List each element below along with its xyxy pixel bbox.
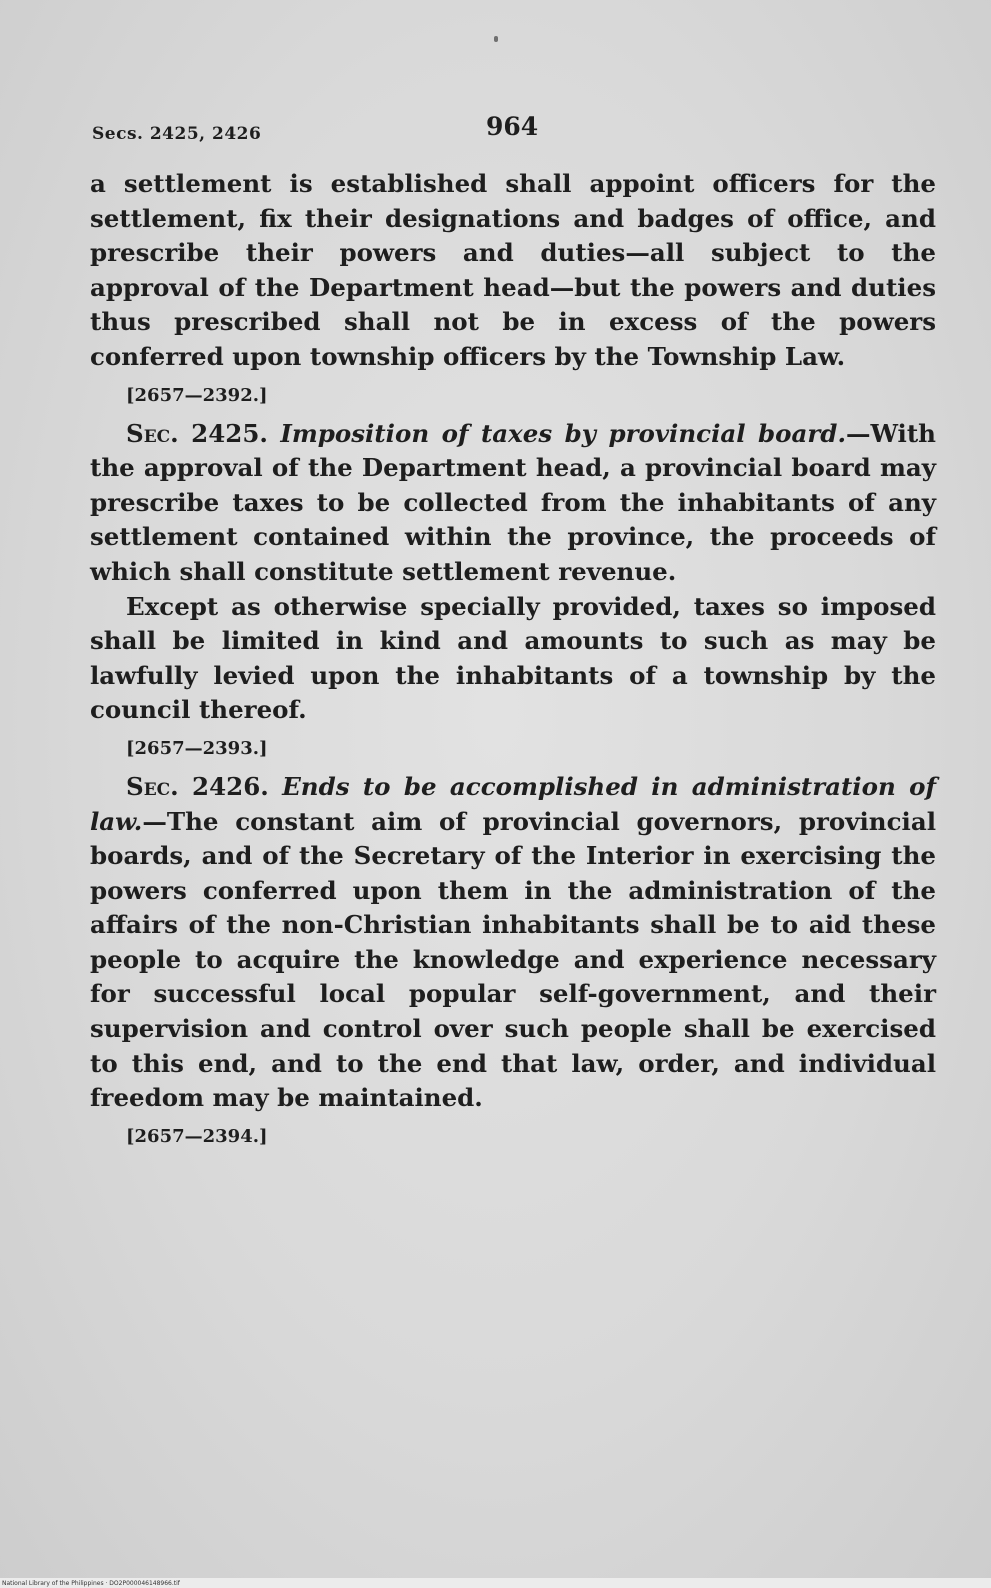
section-title: Ends to be accomplished in administration of law. [90, 771, 936, 836]
body-text [90, 167, 936, 1158]
paragraph-taxes-limit: Except as otherwise specially provided, taxes so imposed shall be limited in kind and amounts to such as may be lawfully levied upon the inhabitants of a township by the council thereof. [90, 591, 936, 725]
section-2425 [90, 417, 936, 590]
section-number: Sec. 2426. [126, 771, 269, 801]
section-2426 [90, 770, 936, 1116]
paragraph-continuation: a settlement is established shall appoint officers for the settlement, fix their designations and badges of office, and prescribe their powers and duties—all subject to the approval of the Department head—but the powers and duties thus prescribed shall not be in excess of the powers conferred upon township officers by the Township Law. [90, 169, 936, 371]
running-head [92, 112, 934, 148]
section-title: Imposition of taxes by provincial board. [280, 418, 846, 448]
section-text: —With the approval of the Department head, a provincial board may prescribe taxes to be collected from the inhabitants of any settlement contained within the province, the proceeds of which shall constitute settlement revenue. [90, 418, 936, 586]
section-text: —The constant aim of provincial governors, provincial boards, and of the Secretary of the Interior in exercising the powers conferred upon them in the administration of the affairs of the non-Christian inhabitants shall be to aid these people to acquire the knowledge and experience necessary for successful local popular self-government, and their supervision and control over such people shall be exercised to this end, and to the end that law, order, and individual freedom may be maintained. [90, 806, 936, 1113]
citation-2393: [2657—2393.] [126, 737, 268, 759]
section-number: Sec. 2425. [126, 418, 268, 448]
citation-2394: [2657—2394.] [126, 1125, 268, 1147]
scan-source-label: National Library of the Philippines · DO2P000046148966.tif [2, 1580, 180, 1587]
citation-2392: [2657—2392.] [126, 384, 268, 406]
page-number: 964 [486, 112, 539, 141]
section-range-label: Secs. 2425, 2426 [92, 124, 262, 144]
scan-footer-strip [0, 1578, 991, 1588]
scan-speck [494, 36, 498, 42]
